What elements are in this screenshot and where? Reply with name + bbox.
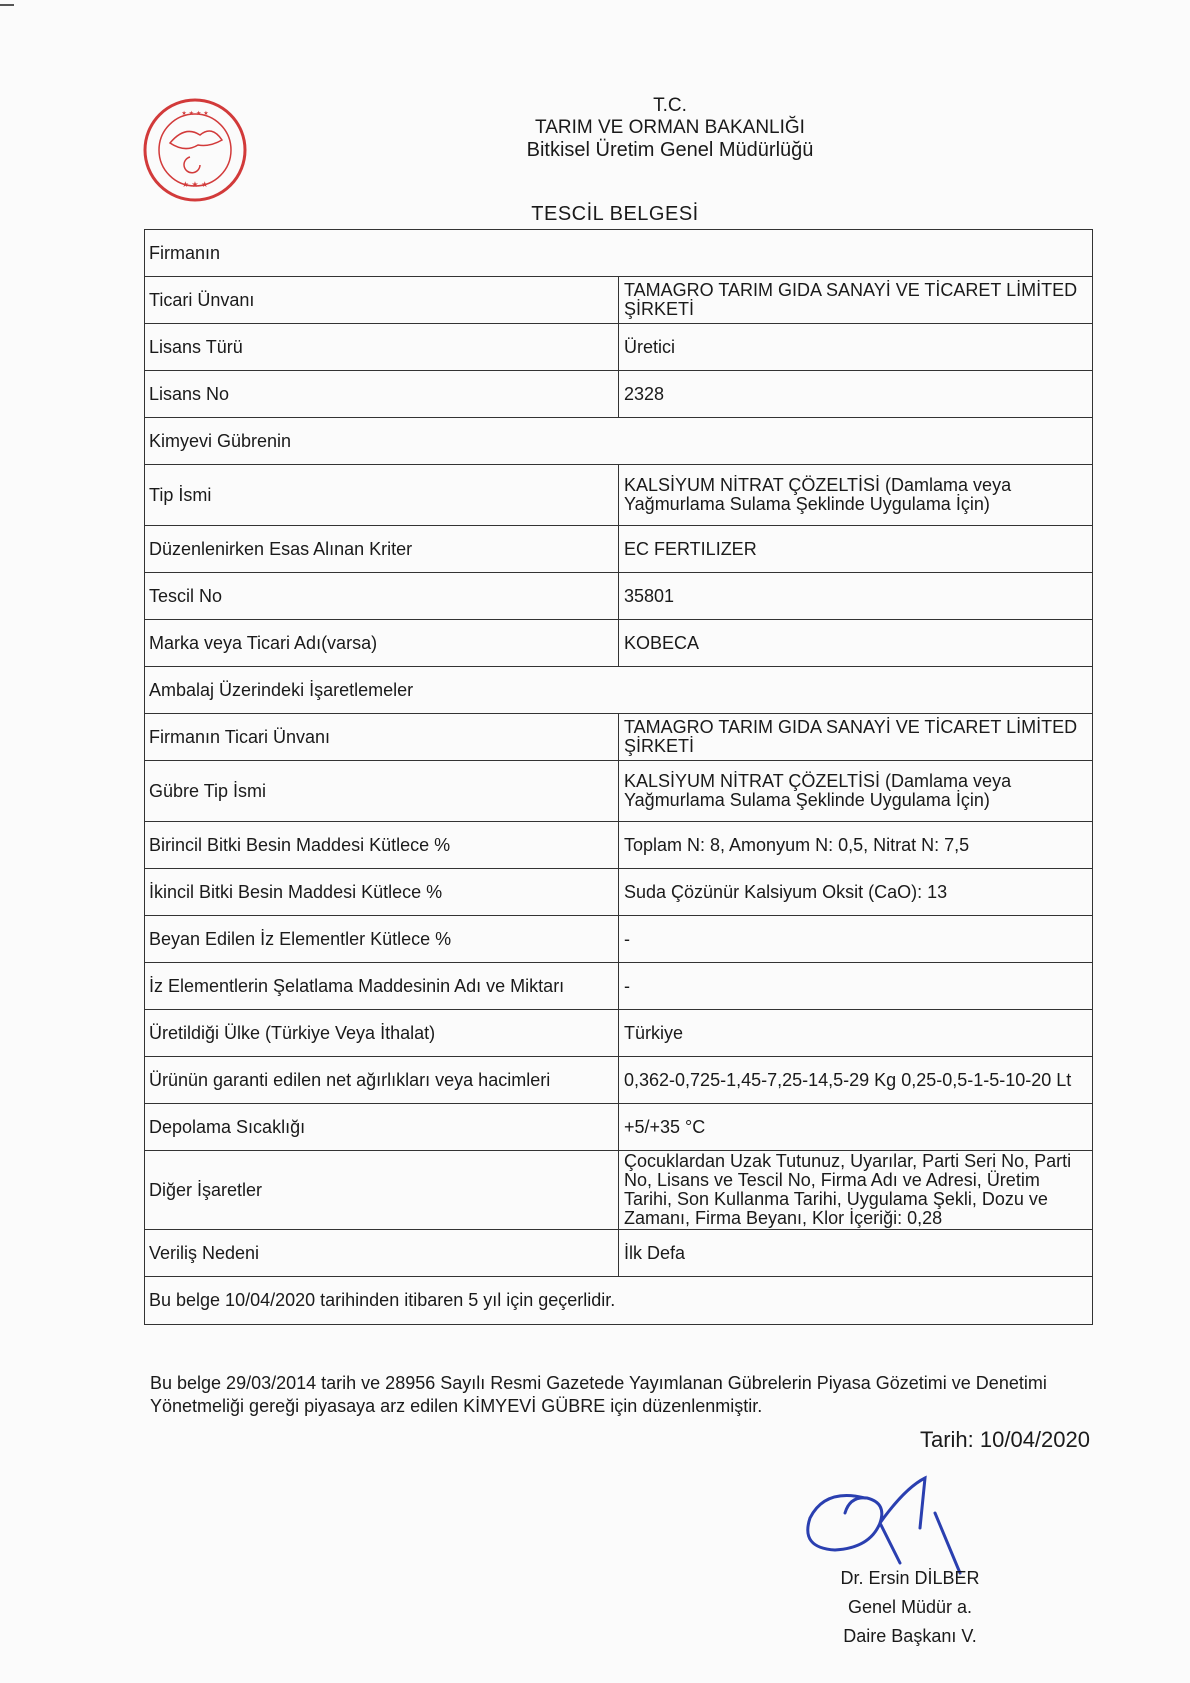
regulation-note: Bu belge 29/03/2014 tarih ve 28956 Sayılı Resmi Gazetede Yayımlanan Gübrelerin Piyasa Gözetimi ve Denetimi Yönetmeliği gereği piyasaya arz edilen KİMYEVİ GÜBRE için düzenlenmiştir.	[150, 1373, 1047, 1416]
row-label: Diğer İşaretler	[145, 1151, 619, 1230]
table-row	[145, 573, 1093, 620]
table-row	[145, 1151, 1093, 1230]
document-header	[480, 95, 860, 161]
table-row	[145, 371, 1093, 418]
row-label: Firmanın Ticari Ünvanı	[145, 714, 619, 761]
signature-icon	[795, 1468, 1010, 1578]
table-row	[145, 1010, 1093, 1057]
signer-title-1: Genel Müdür a.	[847, 1597, 973, 1617]
table-row	[145, 324, 1093, 371]
row-value: -	[619, 916, 1093, 963]
table-row	[145, 916, 1093, 963]
row-value: Türkiye	[619, 1010, 1093, 1057]
row-value: KALSİYUM NİTRAT ÇÖZELTİSİ (Damlama veya Yağmurlama Sulama Şeklinde Uygulama İçin)	[619, 465, 1093, 526]
row-value: TAMAGRO TARIM GIDA SANAYİ VE TİCARET LİMİTED ŞİRKETİ	[619, 714, 1093, 761]
row-value: 2328	[619, 371, 1093, 418]
row-label: İz Elementlerin Şelatlama Maddesinin Adı ve Miktarı	[145, 963, 619, 1010]
issue-date: Tarih: 10/04/2020	[919, 1427, 1090, 1452]
table-row	[145, 1057, 1093, 1104]
row-label: Lisans No	[145, 371, 619, 418]
section-row-fertilizer	[145, 418, 1093, 465]
signer-name: Dr. Ersin DİLBER	[840, 1568, 980, 1588]
table-row	[145, 761, 1093, 822]
section-label-packaging: Ambalaj Üzerindeki İşaretlemeler	[145, 667, 1093, 714]
row-label: İkincil Bitki Besin Maddesi Kütlece %	[145, 869, 619, 916]
row-label: Tescil No	[145, 573, 619, 620]
row-value: +5/+35 °C	[619, 1104, 1093, 1151]
ministry-name: TARIM VE ORMAN BAKANLIĞI	[535, 117, 805, 138]
row-label: Tip İsmi	[145, 465, 619, 526]
row-value: Suda Çözünür Kalsiyum Oksit (CaO): 13	[619, 869, 1093, 916]
row-value: İlk Defa	[619, 1230, 1093, 1277]
table-row	[145, 620, 1093, 667]
row-label: Gübre Tip İsmi	[145, 761, 619, 822]
row-label: Marka veya Ticari Adı(varsa)	[145, 620, 619, 667]
section-row-packaging	[145, 667, 1093, 714]
row-value: -	[619, 963, 1093, 1010]
corner-mark	[0, 4, 14, 6]
table-row	[145, 526, 1093, 573]
department-name: Bitkisel Üretim Genel Müdürlüğü	[526, 139, 814, 161]
row-value: KALSİYUM NİTRAT ÇÖZELTİSİ (Damlama veya Yağmurlama Sulama Şeklinde Uygulama İçin)	[619, 761, 1093, 822]
row-label: Veriliş Nedeni	[145, 1230, 619, 1277]
row-label: Ticari Ünvanı	[145, 277, 619, 324]
certificate-table	[144, 229, 1093, 1325]
section-row-firm	[145, 230, 1093, 277]
row-label: Birincil Bitki Besin Maddesi Kütlece %	[145, 822, 619, 869]
row-label: Üretildiği Ülke (Türkiye Veya İthalat)	[145, 1010, 619, 1057]
row-label: Beyan Edilen İz Elementler Kütlece %	[145, 916, 619, 963]
signer-title-2: Daire Başkanı V.	[843, 1626, 977, 1646]
row-value: EC FERTILIZER	[619, 526, 1093, 573]
table-row	[145, 1230, 1093, 1277]
row-label: Depolama Sıcaklığı	[145, 1104, 619, 1151]
svg-text:★ ★ ★: ★ ★ ★	[181, 180, 209, 189]
row-label: Düzenlenirken Esas Alınan Kriter	[145, 526, 619, 573]
section-label-fertilizer: Kimyevi Gübrenin	[145, 418, 1093, 465]
table-row	[145, 465, 1093, 526]
section-label-firm: Firmanın	[145, 230, 1093, 277]
table-row	[145, 1104, 1093, 1151]
country-label: T.C.	[653, 95, 687, 116]
row-value: TAMAGRO TARIM GIDA SANAYİ VE TİCARET LİMİTED ŞİRKETİ	[619, 277, 1093, 324]
row-label: Ürünün garanti edilen net ağırlıkları veya hacimleri	[145, 1057, 619, 1104]
document-title: TESCİL BELGESİ	[531, 203, 699, 225]
signer-block	[810, 1564, 1010, 1651]
table-row	[145, 869, 1093, 916]
table-row	[145, 963, 1093, 1010]
row-label: Lisans Türü	[145, 324, 619, 371]
row-value: Üretici	[619, 324, 1093, 371]
row-value: 0,362-0,725-1,45-7,25-14,5-29 Kg 0,25-0,5-1-5-10-20 Lt	[619, 1057, 1093, 1104]
validity-text: Bu belge 10/04/2020 tarihinden itibaren 5 yıl için geçerlidir.	[145, 1277, 1093, 1325]
svg-text:★ ★ ★ ★: ★ ★ ★ ★	[181, 110, 209, 117]
row-value: Çocuklardan Uzak Tutunuz, Uyarılar, Parti Seri No, Parti No, Lisans ve Tescil No, Firma Adı ve Adresi, Üretim Tarihi, Son Kullanma Tarihi, Uygulama Şekli, Dozu ve Zamanı, Firma Beyanı, Klor İçeriği: 0,28	[619, 1151, 1093, 1230]
table-row	[145, 714, 1093, 761]
row-value: 35801	[619, 573, 1093, 620]
table-row	[145, 277, 1093, 324]
row-value: Toplam N: 8, Amonyum N: 0,5, Nitrat N: 7,5	[619, 822, 1093, 869]
table-row	[145, 822, 1093, 869]
ministry-seal-icon	[140, 95, 250, 205]
validity-row	[145, 1277, 1093, 1325]
row-value: KOBECA	[619, 620, 1093, 667]
